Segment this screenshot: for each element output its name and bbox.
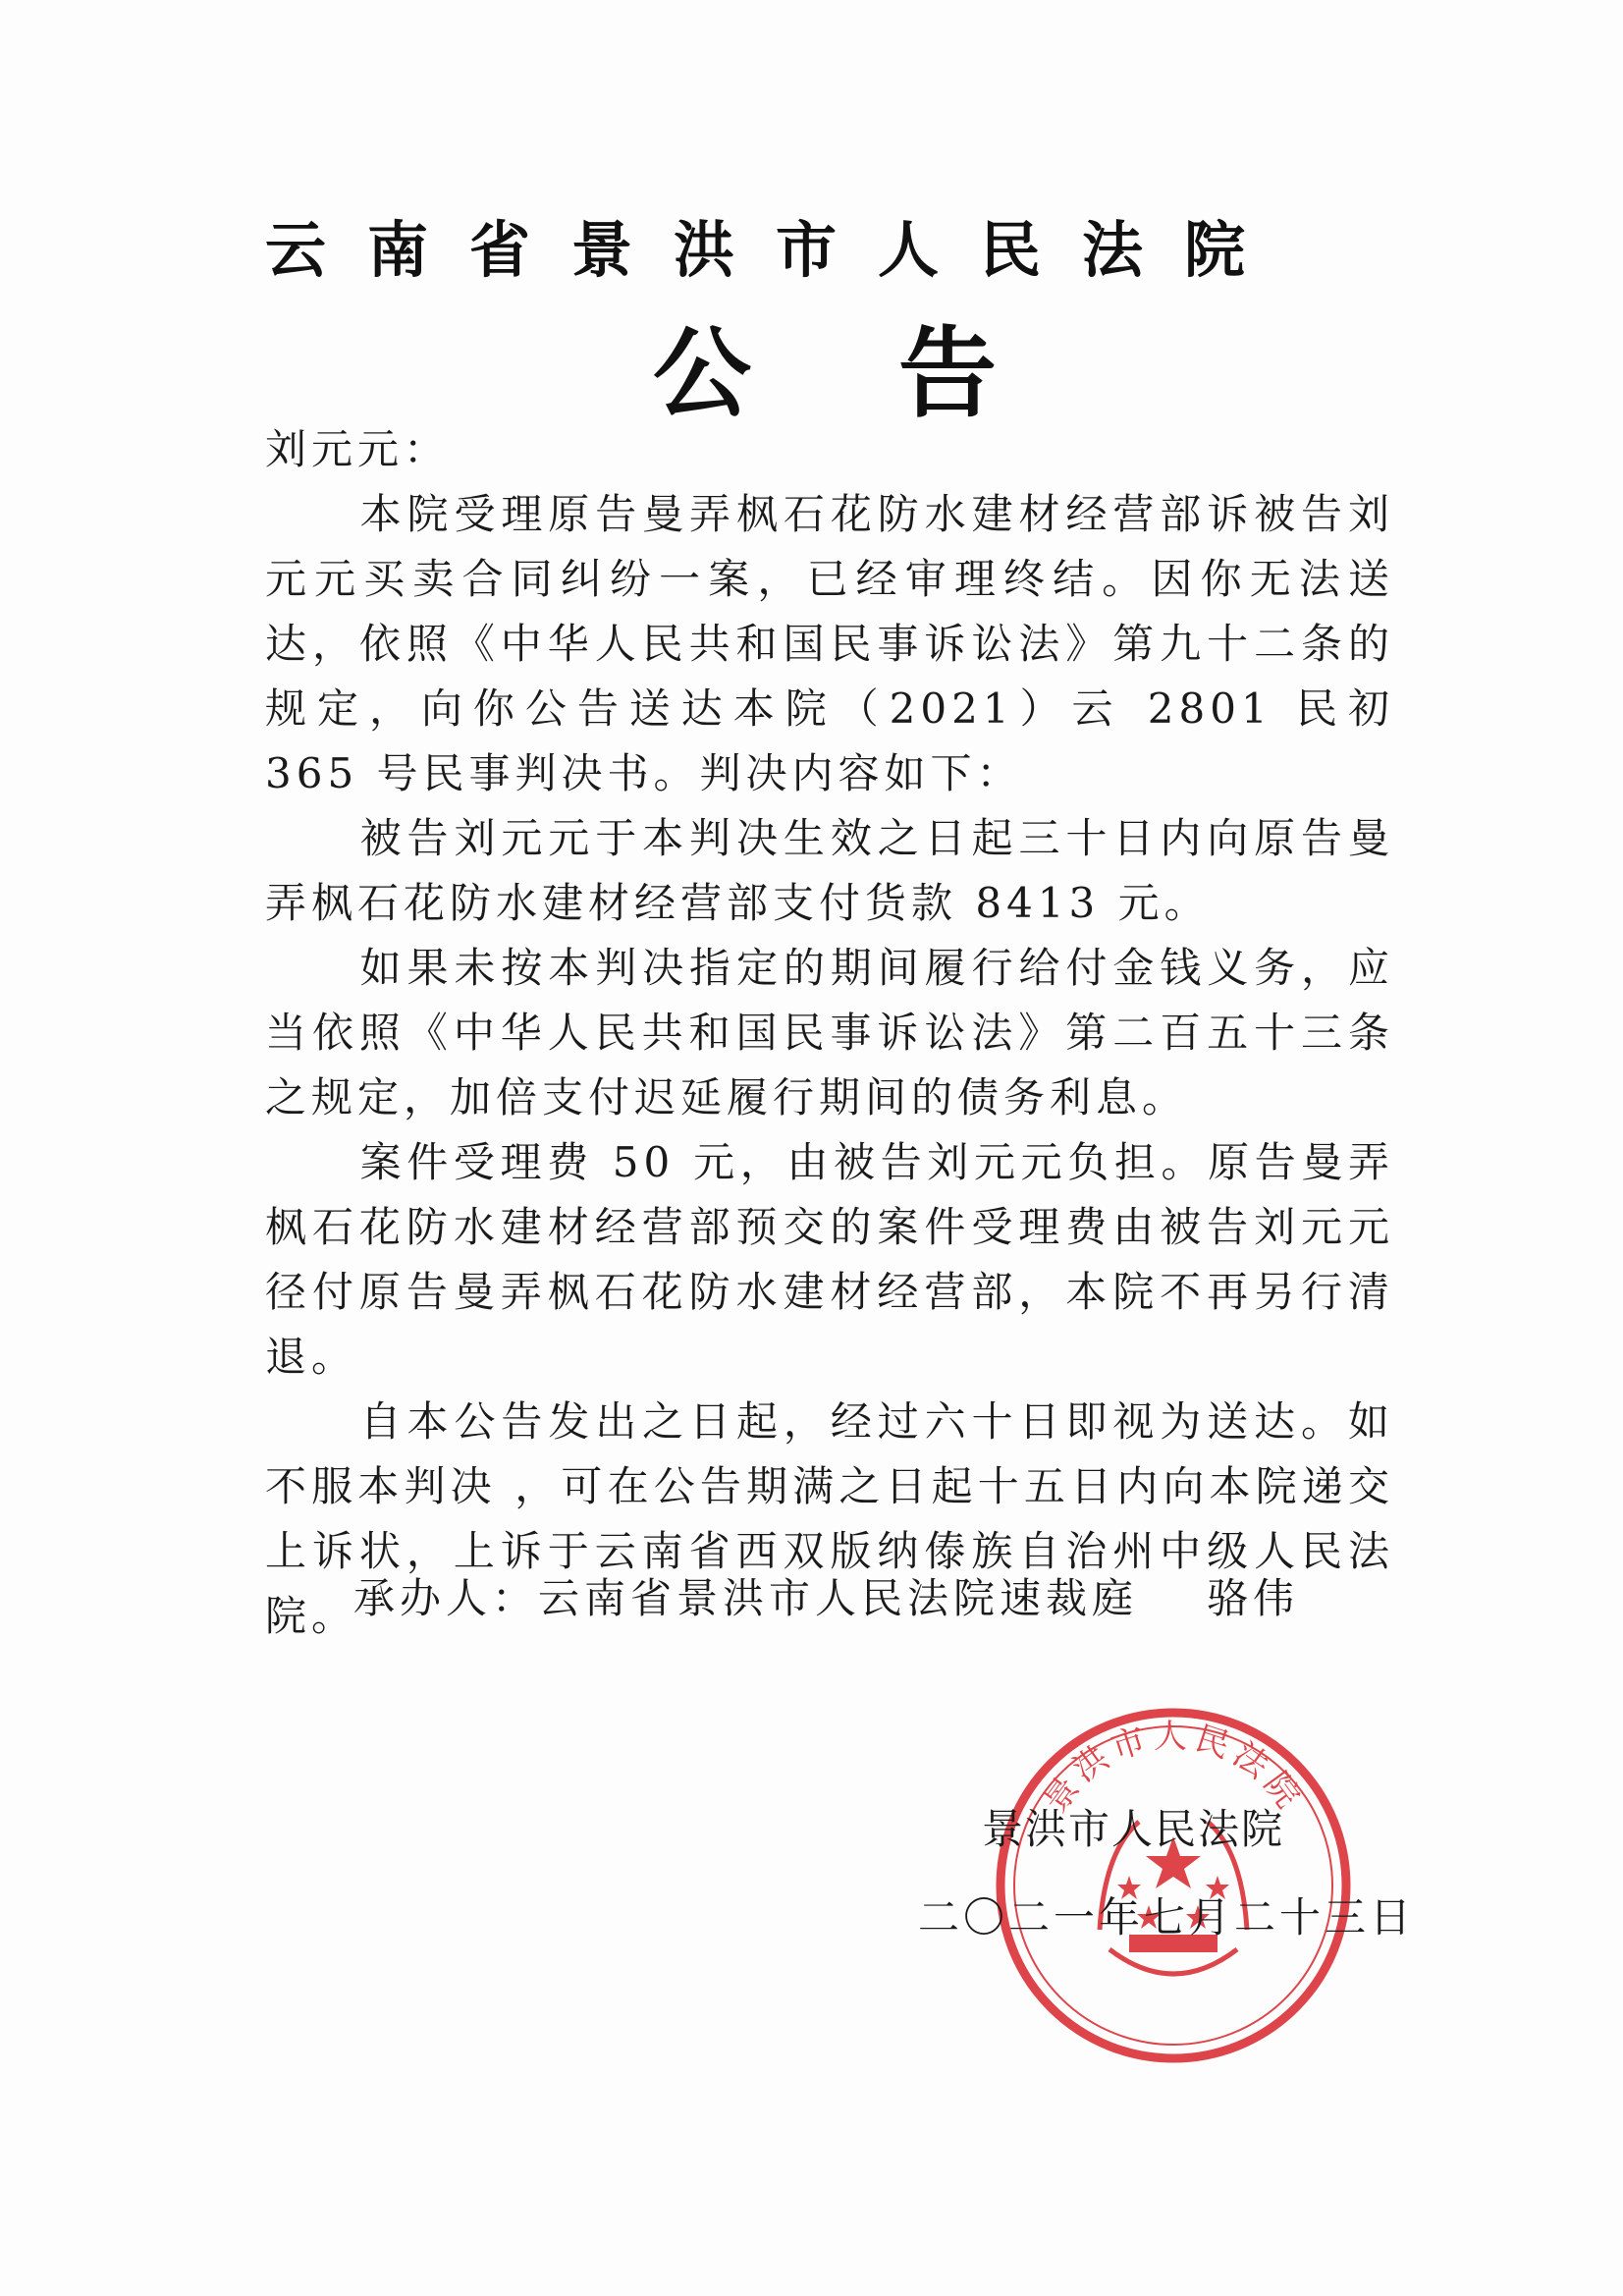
paragraph-service: 本院受理原告曼弄枫石花防水建材经营部诉被告刘元元买卖合同纠纷一案，已经审理终结。因你无法送达，依照《中华人民共和国民事诉讼法》第九十二条的规定，向你公告送达本院（2021）云 2801 民初 365 号民事判决书。判决内容如下：: [265, 490, 1394, 797]
court-name-heading: 云南省景洪市人民法院: [265, 214, 1287, 286]
seal-text: 景洪市人民法院: [1035, 1717, 1312, 1821]
paragraph-appeal: 自本公告发出之日起，经过六十日即视为送达。如不服本判决 ，可在公告期满之日起十五日内向本院递交上诉状，上诉于云南省西双版纳傣族自治州中级人民法院。: [265, 1397, 1394, 1640]
notice-body: [265, 417, 1394, 1649]
signature-date: 二〇二一年七月二十三日: [918, 1893, 1416, 1941]
paragraph-court-fee: 案件受理费 50 元，由被告刘元元负担。原告曼弄枫石花防水建材经营部预交的案件受理费由被告刘元元径付原告曼弄枫石花防水建材经营部，本院不再另行清退。: [265, 1138, 1394, 1381]
signature-court: 景洪市人民法院: [982, 1805, 1285, 1853]
addressee: 刘元元：: [265, 425, 451, 473]
handler-label: 承办人：云南省景洪市人民法院速裁庭: [353, 1574, 1139, 1622]
handler-line: [353, 1566, 1335, 1625]
paragraph-judgment: 被告刘元元于本判决生效之日起三十日内向原告曼弄枫石花防水建材经营部支付货款 8413 元。: [265, 814, 1394, 927]
handler-name: 骆伟: [1207, 1574, 1300, 1622]
document-title: 公告: [653, 316, 1144, 431]
paragraph-default-interest: 如果未按本判决指定的期间履行给付金钱义务，应当依照《中华人民共和国民事诉讼法》第二百五十三条之规定，加倍支付迟延履行期间的债务利息。: [265, 944, 1394, 1121]
